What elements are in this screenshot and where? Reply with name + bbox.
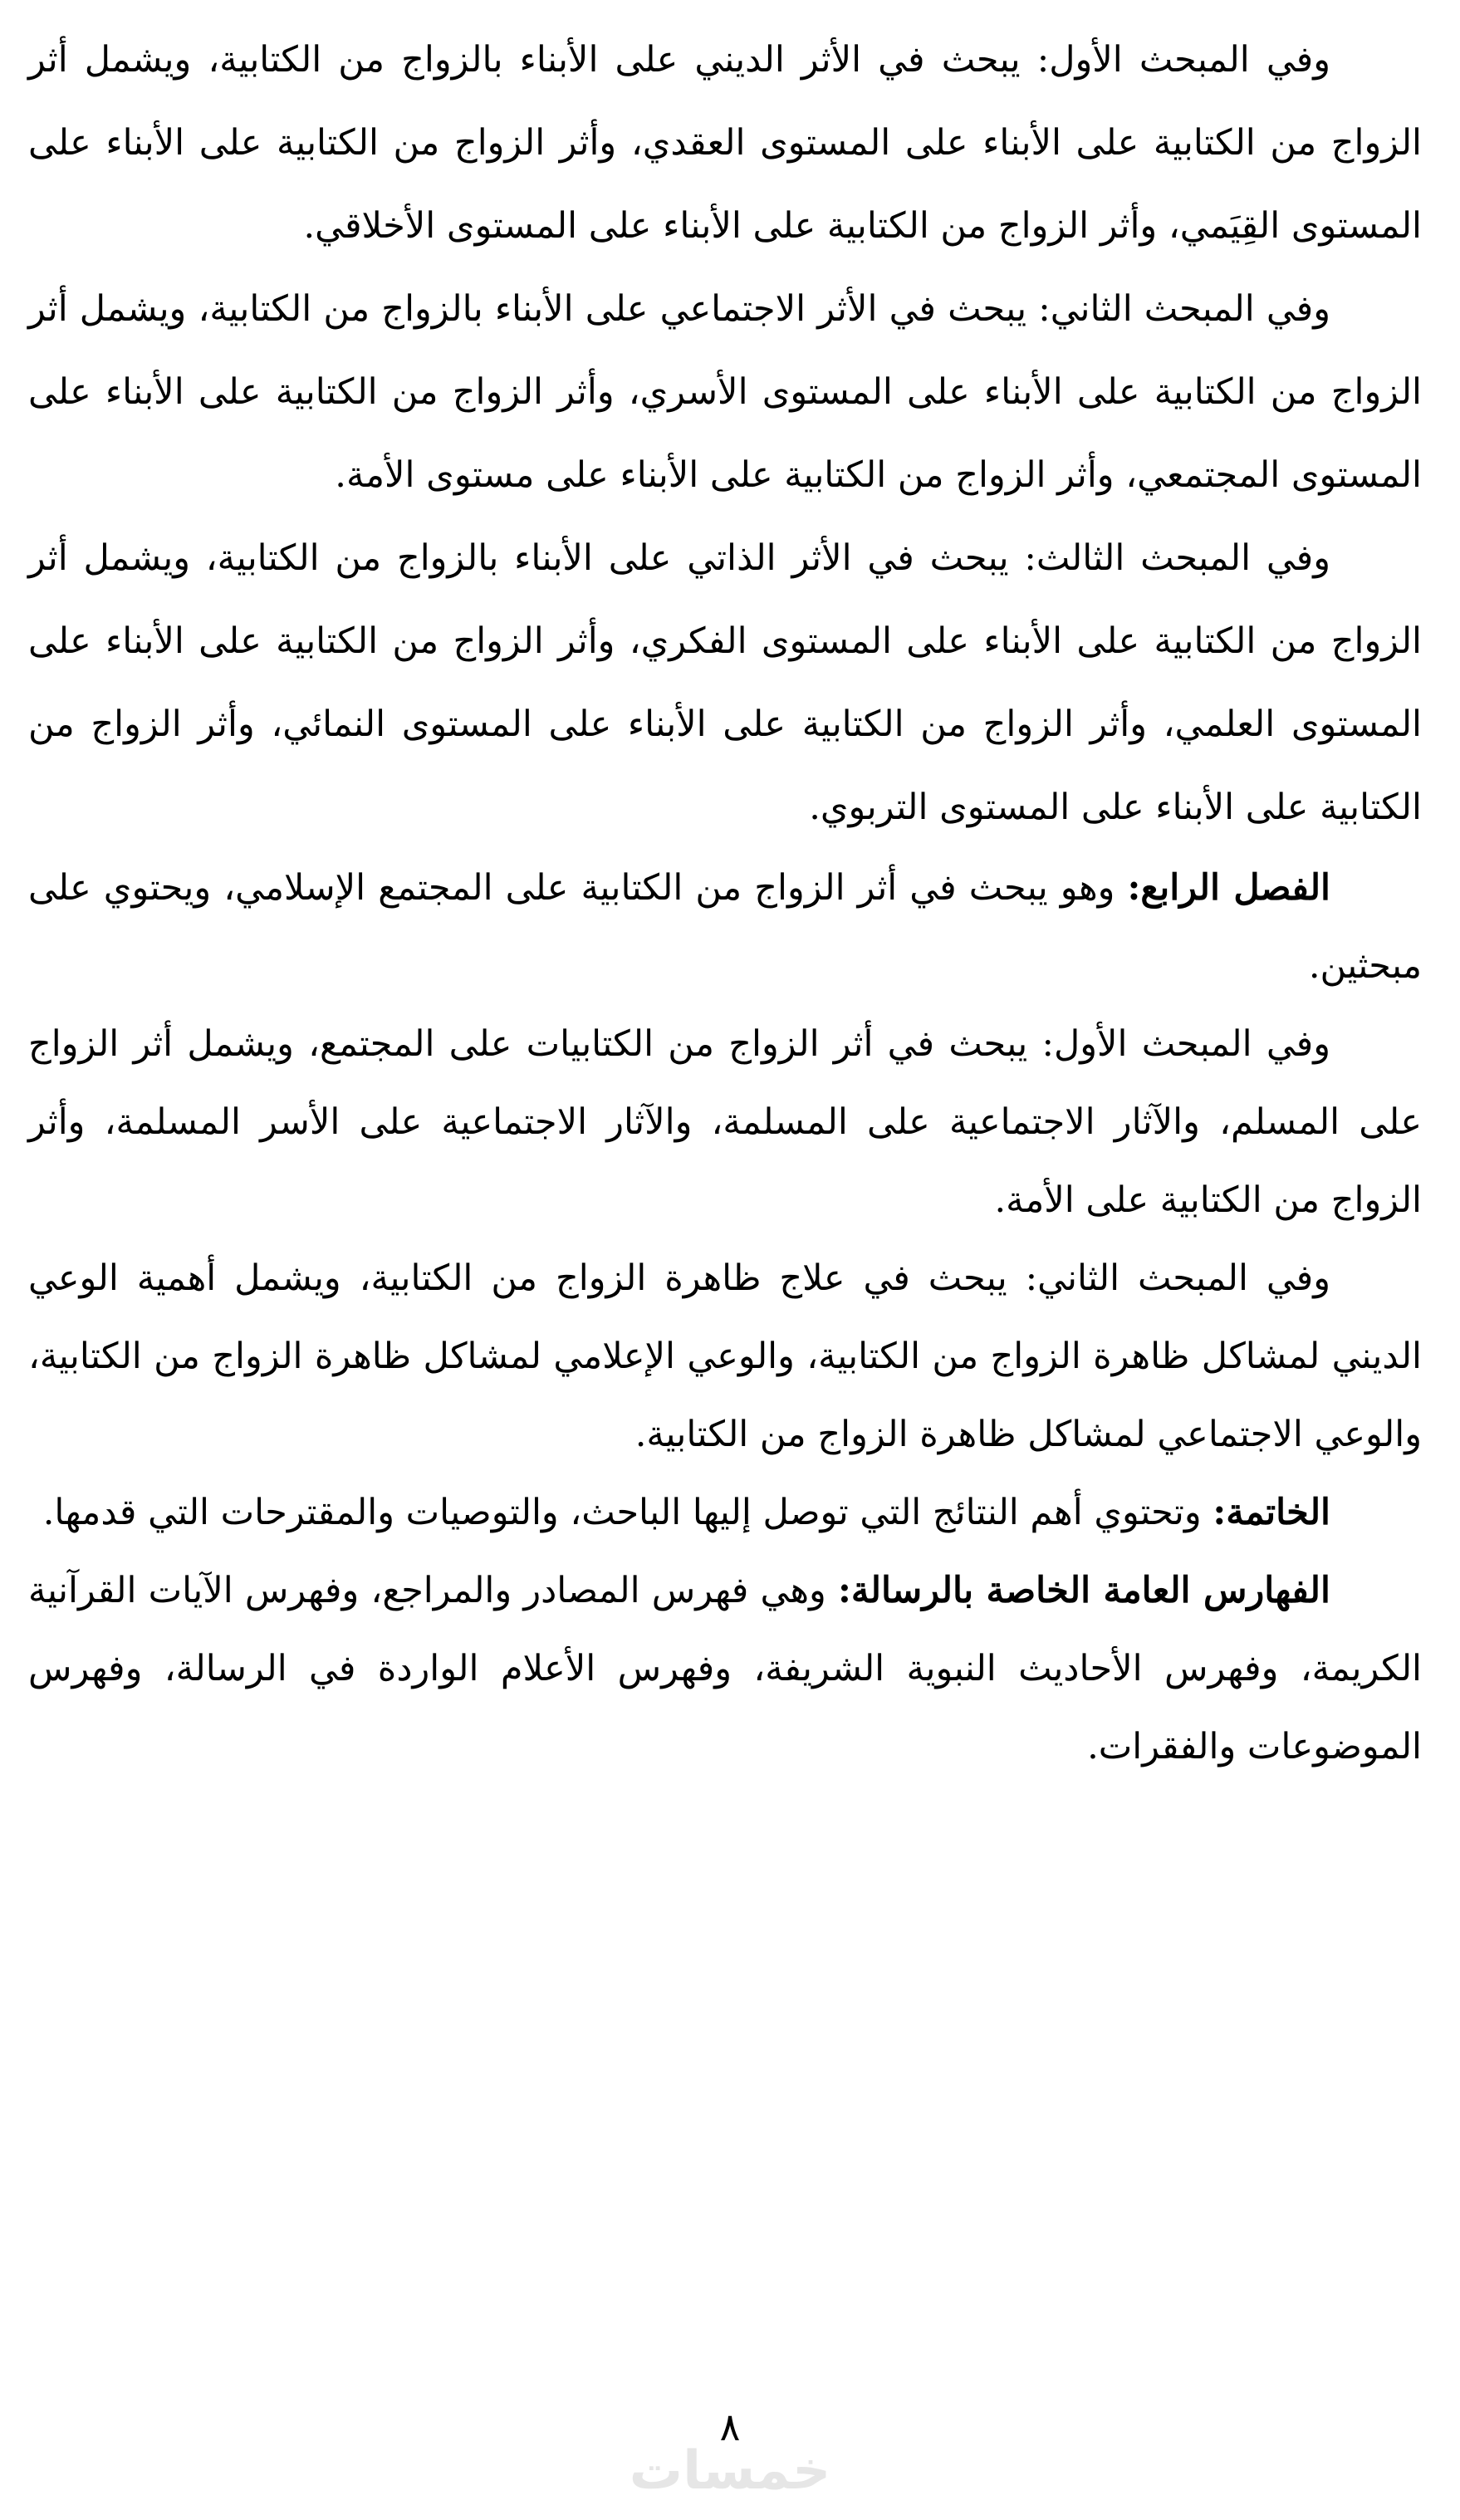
paragraph-text: وتحتوي أهم النتائج التي توصل إليها الباحث، والتوصيات والمقترحات التي قدمها. xyxy=(42,1492,1213,1533)
paragraph-text: وفي المبحث الثالث: يبحث في الأثر الذاتي على الأبناء بالزواج من الكتابية، ويشمل أثر الزواج من الكتابية على الأبناء على المستوى الفكري، وأثر الزواج من الكتابية على الأبناء على المستوى العلمي، وأثر الزواج من الكتابية على الأبناء على المستوى النمائي، وأثر الزواج من الكتابية على الأبناء على المستوى التربوي. xyxy=(28,537,1422,828)
paragraph-society-impact xyxy=(28,1005,1422,1239)
paragraph-heading: الفهارس العامة الخاصة بالرسالة: xyxy=(838,1570,1330,1611)
page-number: ٨ xyxy=(719,2405,741,2449)
paragraph-text: وهي فهرس المصادر والمراجع، وفهرس الآيات القرآنية الكريمة، وفهرس الأحاديث النبوية الشريفة، وفهرس الأعلام الواردة في الرسالة، وفهرس الموضوعات والفقرات. xyxy=(28,1570,1422,1767)
paragraph-heading: الفصل الرابع: xyxy=(1127,867,1330,909)
paragraph-text: وفي المبحث الثاني: يبحث في علاج ظاهرة الزواج من الكتابية، ويشمل أهمية الوعي الديني لمشاكل ظاهرة الزواج من الكتابية، والوعي الإعلامي لمشاكل ظاهرة الزواج من الكتابية، والوعي الاجتماعي لمشاكل ظاهرة الزواج من الكتابية. xyxy=(28,1258,1422,1455)
paragraph-social-impact xyxy=(28,267,1422,517)
paragraph-indexes xyxy=(28,1552,1422,1786)
paragraph-chapter-four xyxy=(28,849,1422,1005)
document-body xyxy=(28,18,1422,1786)
paragraph-text: وفي المبحث الثاني: يبحث في الأثر الاجتماعي على الأبناء بالزواج من الكتابية، ويشمل أثر الزواج من الكتابية على الأبناء على المستوى الأسري، وأثر الزواج من الكتابية على الأبناء على المستوى المجتمعي، وأثر الزواج من الكتابية على الأبناء على مستوى الأمة. xyxy=(28,288,1422,496)
paragraph-conclusion xyxy=(28,1473,1422,1552)
paragraph-religious-impact xyxy=(28,18,1422,267)
paragraph-personal-impact xyxy=(28,517,1422,849)
paragraph-heading: الخاتمة: xyxy=(1213,1492,1330,1533)
paragraph-text: وفي المبحث الأول: يبحث في الأثر الديني على الأبناء بالزواج من الكتابية، ويشمل أثر الزواج من الكتابية على الأبناء على المستوى العقدي، وأثر الزواج من الكتابية على الأبناء على المستوى القِيَمي، وأثر الزواج من الكتابية على الأبناء على المستوى الأخلاقي. xyxy=(28,39,1422,247)
paragraph-treatment xyxy=(28,1239,1422,1473)
watermark-logo: خمسات xyxy=(629,2440,831,2502)
paragraph-text: وفي المبحث الأول: يبحث في أثر الزواج من الكتابيات على المجتمع، ويشمل أثر الزواج على المسلم، والآثار الاجتماعية على المسلمة، والآثار الاجتماعية على الأسر المسلمة، وأثر الزواج من الكتابية على الأمة. xyxy=(28,1023,1422,1221)
paragraph-text: وهو يبحث في أثر الزواج من الكتابية على المجتمع الإسلامي، ويحتوي على مبحثين. xyxy=(28,867,1422,987)
